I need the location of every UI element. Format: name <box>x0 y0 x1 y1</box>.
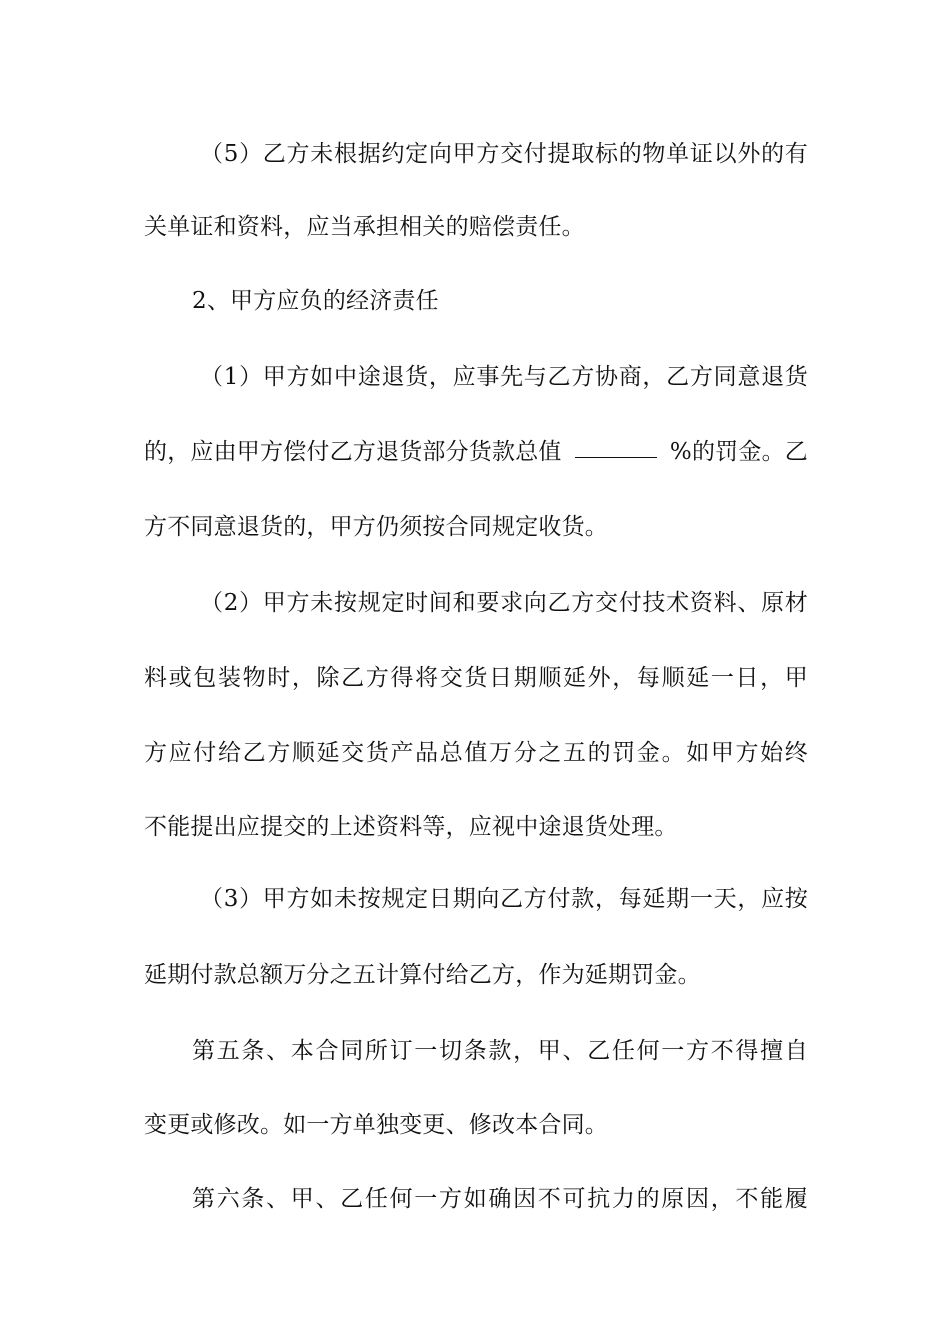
paragraph-1-line-3: 方不同意退货的，甲方仍须按合同规定收货。 <box>144 514 608 540</box>
paragraph-2-line-4: 不能提出应提交的上述资料等，应视中途退货处理。 <box>144 814 678 840</box>
paragraph-2-line-2: 料或包装物时，除乙方得将交货日期顺延外，每顺延一日，甲 <box>144 665 808 691</box>
paragraph-5-line-1: （5）乙方未根据约定向甲方交付提取标的物单证以外的有 <box>200 141 808 167</box>
penalty-percentage-blank <box>575 437 657 458</box>
article-5-line-2: 变更或修改。如一方单独变更、修改本合同。 <box>144 1112 608 1138</box>
paragraph-1-line-2-text: 的，应由甲方偿付乙方退货部分货款总值 <box>144 439 562 465</box>
paragraph-3-line-2: 延期付款总额万分之五计算付给乙方，作为延期罚金。 <box>144 962 701 988</box>
paragraph-2-line-1: （2）甲方未按规定时间和要求向乙方交付技术资料、原材 <box>200 590 808 616</box>
paragraph-1-line-2-tail: %的罚金。乙 <box>669 439 808 465</box>
section-heading-party-a-liability: 2、甲方应负的经济责任 <box>192 288 439 314</box>
paragraph-3-line-1: （3）甲方如未按规定日期向乙方付款，每延期一天，应按 <box>200 886 808 912</box>
article-5-line-1: 第五条、本合同所订一切条款，甲、乙任何一方不得擅自 <box>192 1038 808 1064</box>
paragraph-1-line-1: （1）甲方如中途退货，应事先与乙方协商，乙方同意退货 <box>200 364 808 390</box>
paragraph-5-line-2: 关单证和资料，应当承担相关的赔偿责任。 <box>144 214 585 240</box>
article-6-line-1: 第六条、甲、乙任何一方如确因不可抗力的原因，不能履 <box>192 1186 808 1212</box>
paragraph-2-line-3: 方应付给乙方顺延交货产品总值万分之五的罚金。如甲方始终 <box>144 740 808 766</box>
paragraph-1-line-2 <box>144 437 808 467</box>
